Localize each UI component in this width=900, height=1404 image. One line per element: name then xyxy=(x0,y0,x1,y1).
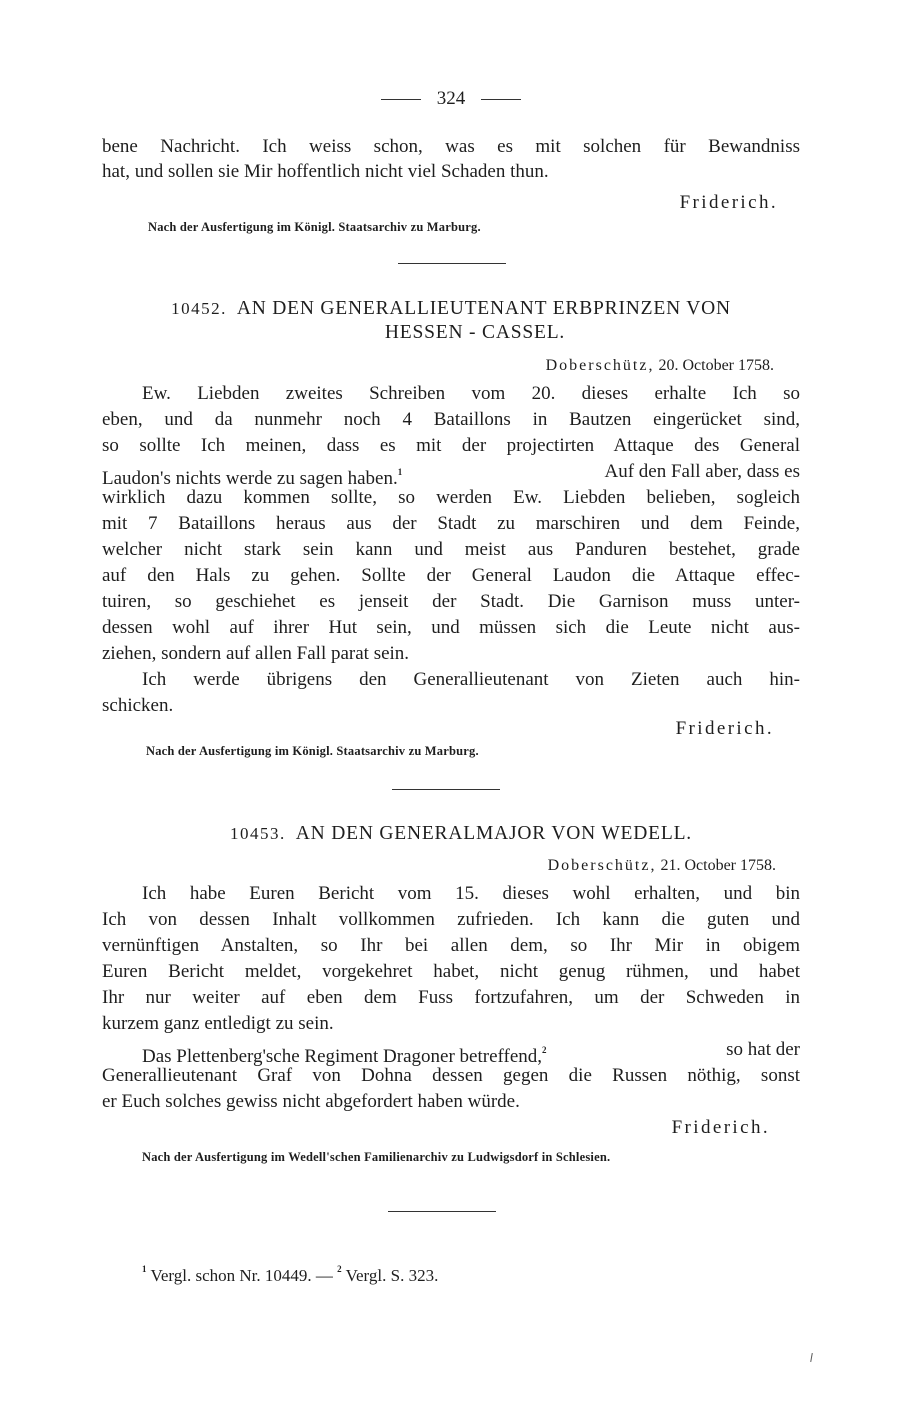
letter-recipient: AN DEN GENERALLIEUTENANT ERBPRINZEN VON xyxy=(236,298,731,319)
page-number-dash-right xyxy=(481,99,521,100)
source-note: Nach der Ausfertigung im Wedell'schen Familienarchiv zu Ludwigsdorf in Schlesien. xyxy=(142,1150,611,1164)
body-line: Ich habe Euren Bericht vom 15. dieses wohl erhalten, und bin xyxy=(142,883,800,904)
letter-number: 10452. xyxy=(171,299,227,318)
body-line: so sollte Ich meinen, dass es mit der projectirten Attaque des General xyxy=(102,435,800,456)
signature: Friderich. xyxy=(675,718,774,739)
footnote-reference: 2 xyxy=(542,1045,547,1055)
body-line-part: so hat der xyxy=(726,1039,800,1060)
page-number-dash-left xyxy=(381,99,421,100)
place: Doberschütz, xyxy=(547,857,657,874)
signature: Friderich. xyxy=(679,192,778,213)
body-line: Euren Bericht meldet, vorgekehret habet, nicht genug rühmen, und habet xyxy=(102,961,800,982)
body-line: kurzem ganz entledigt zu sein. xyxy=(102,1013,334,1034)
body-line: Ich von dessen Inhalt vollkommen zufrieden. Ich kann die guten und xyxy=(102,909,800,930)
body-line: tuiren, so geschiehet es jenseit der Stadt. Die Garnison muss unter- xyxy=(102,591,800,612)
place-date xyxy=(102,354,800,378)
body-text: Laudon's nichts werde zu sagen haben. xyxy=(102,468,398,489)
body-line: dessen wohl auf ihrer Hut sein, und müssen sich die Leute nicht aus- xyxy=(102,617,800,638)
footnote-reference: 1 xyxy=(397,467,403,477)
body-line: Ihr nur weiter auf eben dem Fuss fortzufahren, um der Schweden in xyxy=(102,987,800,1008)
date: 20. October 1758. xyxy=(658,357,774,374)
scan-mark xyxy=(810,1353,813,1362)
footnote-text: Vergl. schon Nr. 10449. — xyxy=(150,1266,333,1285)
body-line: hat, und sollen sie Mir hoffentlich nicht viel Schaden thun. xyxy=(102,161,549,182)
page-number-text: 324 xyxy=(436,88,466,109)
letter-recipient: AN DEN GENERALMAJOR VON WEDELL. xyxy=(295,823,692,844)
letter-heading-continued: HESSEN - CASSEL. xyxy=(384,322,566,343)
body-line: er Euch solches gewiss nicht abgefordert haben würde. xyxy=(102,1091,520,1112)
letter-heading xyxy=(112,823,810,845)
letter-number: 10453. xyxy=(230,824,286,843)
body-line: vernünftigen Anstalten, so Ihr bei allen dem, so Ihr Mir in obigem xyxy=(102,935,800,956)
body-line: mit 7 Bataillons heraus aus der Stadt zu marschiren und dem Feinde, xyxy=(102,513,800,534)
body-text: Das Plettenberg'sche Regiment Dragoner betreffend, xyxy=(142,1046,543,1067)
section-divider xyxy=(392,789,500,790)
section-divider xyxy=(398,263,506,264)
footnote-marker: 1 xyxy=(142,1264,147,1274)
date: 21. October 1758. xyxy=(660,857,776,874)
body-line-part: Auf den Fall aber, dass es xyxy=(604,461,800,482)
place: Doberschütz, xyxy=(545,357,655,374)
body-line: Ich werde übrigens den Generallieutenant von Zieten auch hin- xyxy=(142,669,800,690)
body-line: ziehen, sondern auf allen Fall parat sein. xyxy=(102,643,410,664)
place-date xyxy=(102,854,800,878)
section-divider xyxy=(388,1211,496,1212)
footnotes xyxy=(142,1264,438,1286)
body-line: schicken. xyxy=(102,695,174,716)
body-line: Generallieutenant Graf von Dohna dessen gegen die Russen nöthig, sonst xyxy=(102,1065,800,1086)
body-line: bene Nachricht. Ich weiss schon, was es mit solchen für Bewandniss xyxy=(102,136,800,157)
body-line: auf den Hals zu gehen. Sollte der General Laudon die Attaque effec- xyxy=(102,565,800,586)
body-line: Ew. Liebden zweites Schreiben vom 20. dieses erhalte Ich so xyxy=(142,383,800,404)
body-line: wirklich dazu kommen sollte, so werden Ew. Liebden belieben, sogleich xyxy=(102,487,800,508)
source-note: Nach der Ausfertigung im Königl. Staatsarchiv zu Marburg. xyxy=(148,220,481,234)
body-line: welcher nicht stark sein kann und meist aus Panduren bestehet, grade xyxy=(102,539,800,560)
footnote-text: Vergl. S. 323. xyxy=(345,1266,439,1285)
page-number xyxy=(102,88,800,110)
signature: Friderich. xyxy=(671,1117,770,1138)
footnote-marker: 2 xyxy=(337,1264,342,1274)
source-note: Nach der Ausfertigung im Königl. Staatsarchiv zu Marburg. xyxy=(146,744,479,758)
letter-heading xyxy=(102,298,800,320)
body-line: eben, und da nunmehr noch 4 Bataillons in Bautzen eingerücket sind, xyxy=(102,409,800,430)
